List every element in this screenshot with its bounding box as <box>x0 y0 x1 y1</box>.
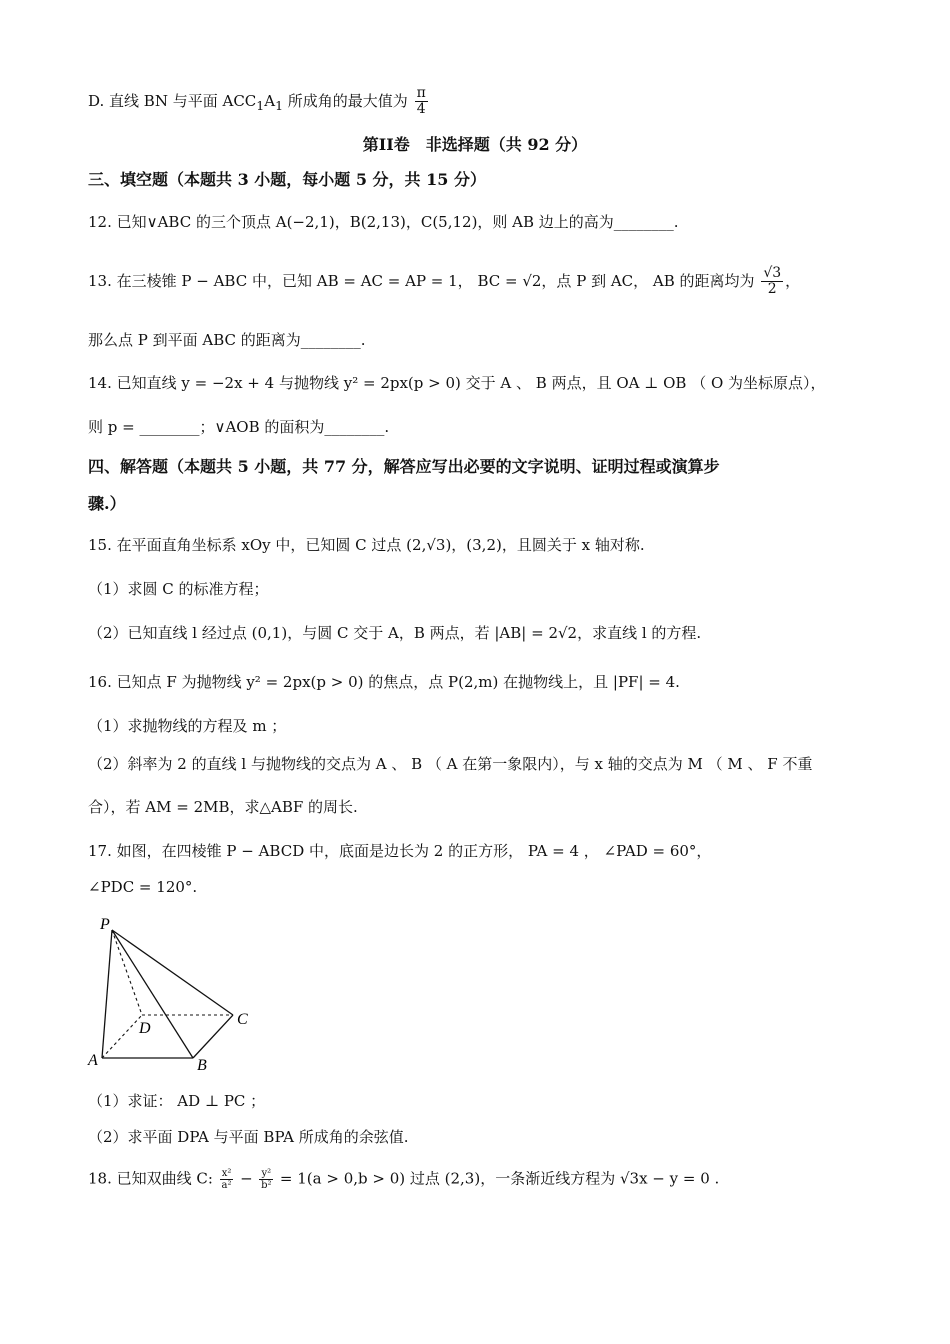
question-16-part2-line2: 合），若 AM = 2MB，求△ABF 的周长. <box>88 798 358 816</box>
label-b: B <box>197 1057 207 1074</box>
question-16-stem: 16. 已知点 F 为抛物线 y² = 2px(p > 0) 的焦点，点 P(2,m) 在抛物线上，且 |PF| = 4. <box>88 673 680 691</box>
label-c: C <box>237 1011 248 1028</box>
y2-over-b2: $\frac{\text{y²}}{\text{b²}}$ <box>261 1168 272 1191</box>
question-15-part2: （2）已知直线 l 经过点 (0,1)，与圆 C 交于 A，B 两点，若 |AB| = 2√2，求直线 l 的方程. <box>88 624 702 642</box>
question-16-part2-line1: （2）斜率为 2 的直线 l 与抛物线的交点为 A 、 B （ A 在第一象限内），与 x 轴的交点为 M （ M 、 F 不重 <box>88 755 813 773</box>
edge-pc <box>112 930 233 1015</box>
label-p: P <box>100 916 110 933</box>
question-14-line1: 14. 已知直线 y = −2x + 4 与抛物线 y² = 2px(p > 0) 交于 A 、 B 两点，且 OA ⊥ OB （ O 为坐标原点）， <box>88 374 826 392</box>
section4-title-line2: 骤.） <box>88 494 126 513</box>
question-12: 12. 已知∨ABC 的三个顶点 A(−2,1)，B(2,13)，C(5,12)，则 AB 边上的高为________. <box>88 213 679 231</box>
edge-ad-hidden <box>102 1015 142 1058</box>
pyramid-figure <box>80 912 270 1077</box>
question-15-stem: 15. 在平面直角坐标系 xOy 中，已知圆 C 过点 (2,√3)，(3,2)，且圆关于 x 轴对称. <box>88 536 645 554</box>
edge-pd-hidden <box>112 930 142 1015</box>
edge-pa <box>102 930 112 1058</box>
question-13-line2: 那么点 P 到平面 ABC 的距离为________. <box>88 331 366 349</box>
section4-title-line1: 四、解答题（本题共 5 小题，共 77 分，解答应写出必要的文字说明、证明过程或演算步 <box>88 457 720 476</box>
question-13-line1: 13. 在三棱锥 P − ABC 中，已知 AB = AC = AP = 1， BC = √2，点 P 到 AC， AB 的距离均为 $\frac{√3}{2}$ ， <box>88 265 801 298</box>
sqrt3-over-2: $\frac{√3}{2}$ <box>763 265 782 298</box>
question-17-stem-line2: ∠PDC = 120°. <box>88 878 198 896</box>
question-18-stem: 18. 已知双曲线 C: $\frac{\text{x²}}{\text{a²}}$ − $\frac{\text{y²}}{\text{b²}}$ = 1(a > 0,b > 0) 过点 (2,3)，一条渐近线方程为 √3x − y = 0 . <box>88 1168 720 1191</box>
label-a: A <box>88 1052 98 1069</box>
x2-over-a2: $\frac{\text{x²}}{\text{a²}}$ <box>221 1168 232 1191</box>
question-14-line2: 则 p = ________；∨AOB 的面积为________. <box>88 418 390 436</box>
label-d: D <box>139 1020 151 1037</box>
edge-bc <box>193 1015 233 1058</box>
section3-title: 三、填空题（本题共 3 小题，每小题 5 分，共 15 分） <box>88 170 486 189</box>
question-17-part1: （1）求证： AD ⊥ PC ； <box>88 1092 266 1110</box>
prev-option-d: D. 直线 BN 与平面 $ACC_1A_1$ 所成角的最大值为 $\frac{\pi}{4}$ <box>88 85 426 118</box>
question-17-part2: （2）求平面 DPA 与平面 BPA 所成角的余弦值. <box>88 1128 409 1146</box>
question-15-part1: （1）求圆 C 的标准方程； <box>88 580 269 598</box>
question-16-part1: （1）求抛物线的方程及 m ； <box>88 717 287 735</box>
part2-title: 第II卷 非选择题（共 92 分） <box>362 135 588 154</box>
edge-pb <box>112 930 193 1058</box>
pi-over-4: $\frac{\pi}{4}$ <box>416 85 426 118</box>
question-17-stem-line1: 17. 如图，在四棱锥 P − ABCD 中，底面是边长为 2 的正方形， PA = 4 ， ∠PAD = 60°， <box>88 842 712 860</box>
